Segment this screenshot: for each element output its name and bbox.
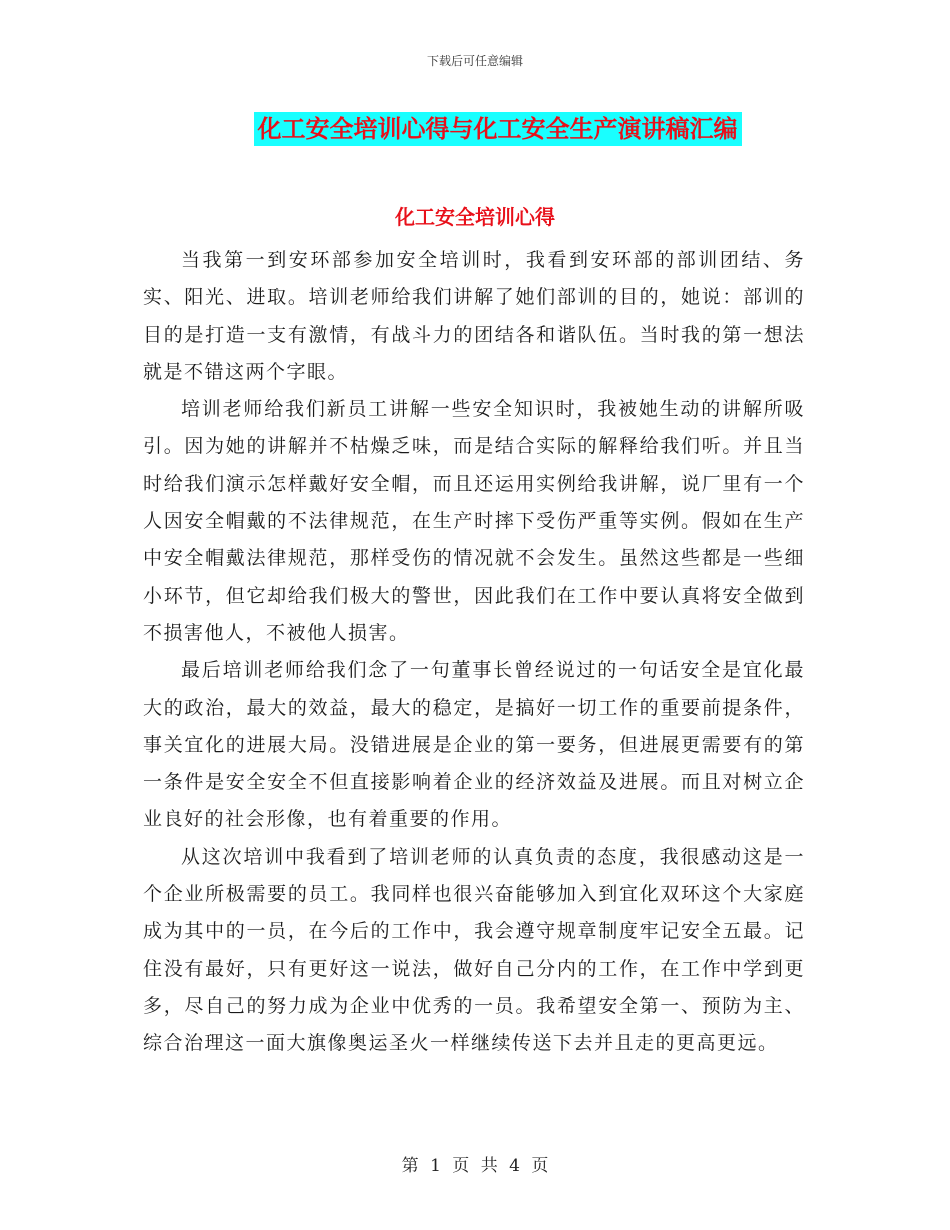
page-footer: 第 1 页 共 4 页 [401, 1156, 549, 1176]
main-title: 化工安全培训心得与化工安全生产演讲稿汇编 [254, 112, 742, 146]
section-title: 化工安全培训心得 [395, 205, 555, 229]
paragraph: 从这次培训中我看到了培训老师的认真负责的态度，我很感动这是一个企业所极需要的员工。我同样也很兴奋能够加入到宜化双环这个大家庭成为其中的一员，在今后的工作中，我会遵守规章制度牢记安全五最。记住没有最好，只有更好这一说法，做好自己分内的工作，在工作中学到更多，尽自己的努力成为企业中优秀的一员。我希望安全第一、预防为主、综合治理这一面大旗像奥运圣火一样继续传送下去并且走的更高更远。 [143, 845, 805, 1055]
body-text [143, 242, 805, 1063]
main-title-container [0, 112, 950, 146]
paragraph: 最后培训老师给我们念了一句董事长曾经说过的一句话安全是宜化最大的政治，最大的效益，最大的稳定，是搞好一切工作的重要前提条件，事关宜化的进展大局。没错进展是企业的第一要务，但进展更需要有的第一条件是安全安全不但直接影响着企业的经济效益及进展。而且对树立企业良好的社会形像，也有着重要的作用。 [143, 659, 805, 831]
paragraph: 当我第一到安环部参加安全培训时，我看到安环部的部训团结、务实、阳光、进取。培训老师给我们讲解了她们部训的目的，她说：部训的目的是打造一支有激情，有战斗力的团结各和谐队伍。当时我的第一想法就是不错这两个字眼。 [143, 249, 805, 383]
paragraph: 培训老师给我们新员工讲解一些安全知识时，我被她生动的讲解所吸引。因为她的讲解并不枯燥乏味，而是结合实际的解释给我们听。并且当时给我们演示怎样戴好安全帽，而且还运用实例给我讲解，说厂里有一个人因安全帽戴的不法律规范，在生产时摔下受伤严重等实例。假如在生产中安全帽戴法律规范，那样受伤的情况就不会发生。虽然这些都是一些细小环节，但它却给我们极大的警世，因此我们在工作中要认真将安全做到不损害他人，不被他人损害。 [143, 398, 805, 644]
header-note: 下载后可任意编辑 [426, 54, 523, 68]
